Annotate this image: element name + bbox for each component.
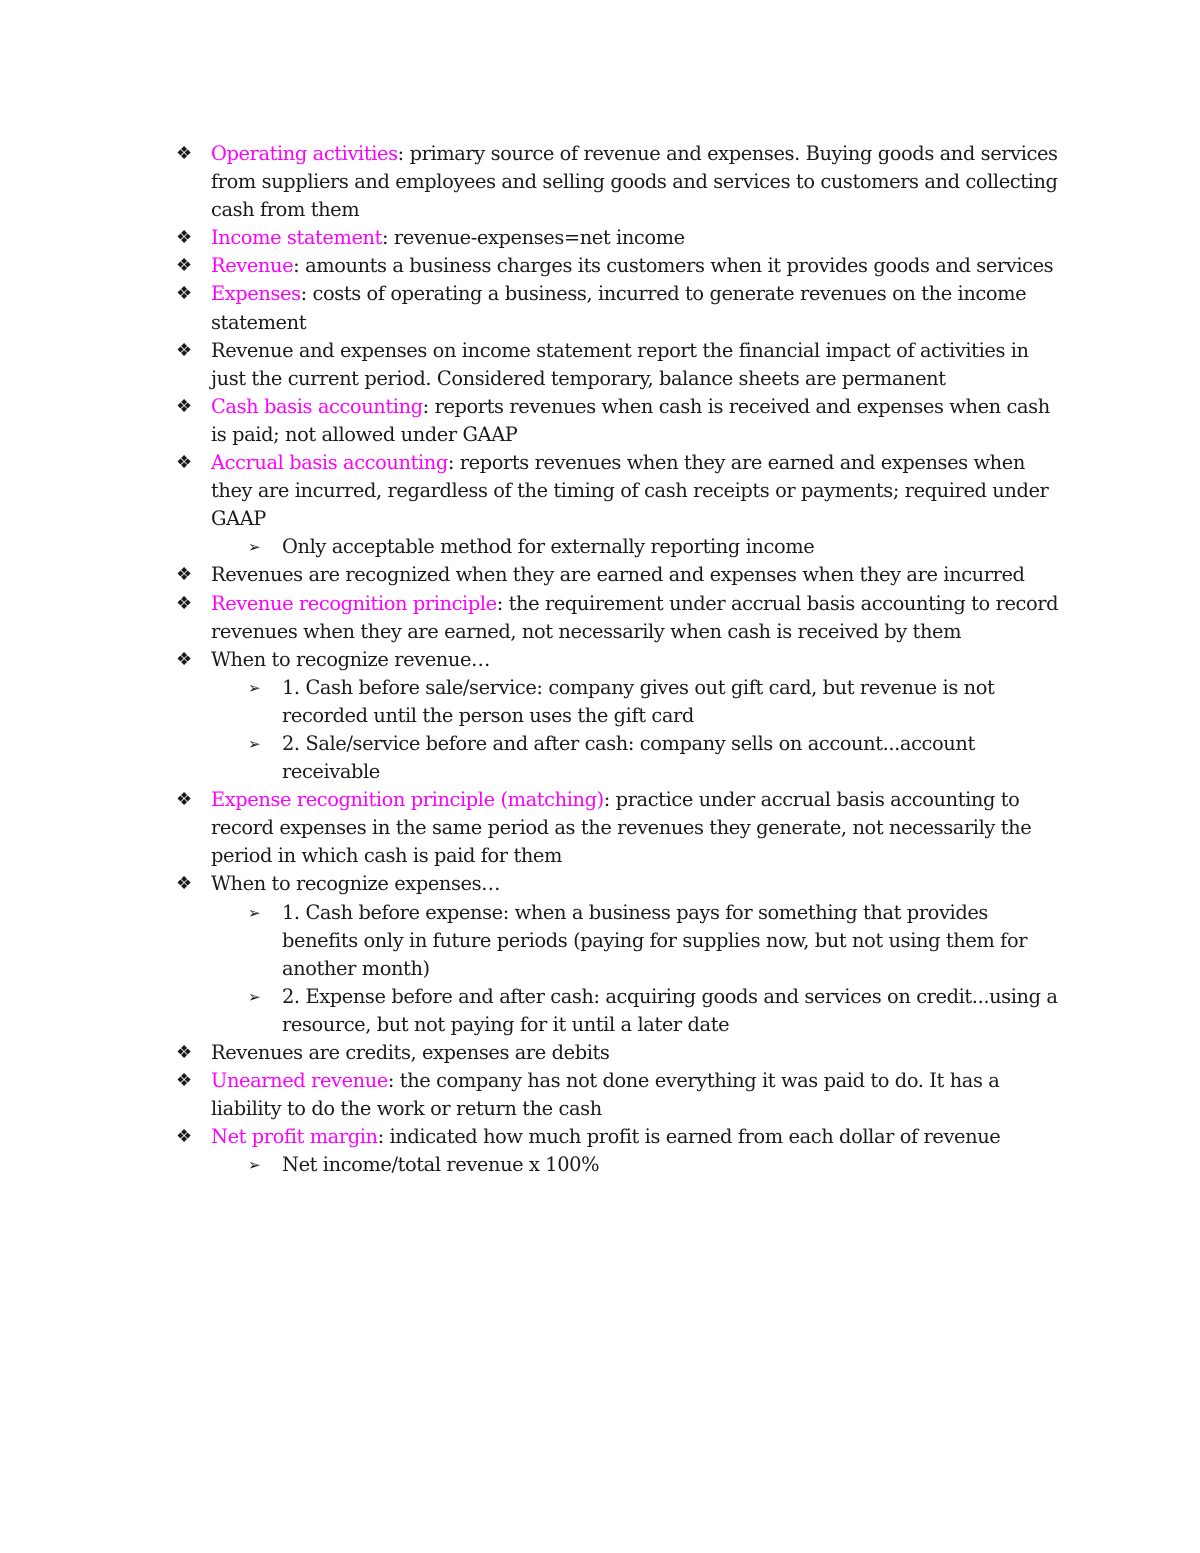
diamond-bullet-icon: ❖: [176, 227, 192, 249]
item-text: Revenue and expenses on income statement report the financial impact of activities in just the current period. Considered temporary, balance sheets are permanent: [211, 338, 1029, 390]
sub-list-item: [0, 983, 1062, 1039]
list-item: [0, 337, 1061, 393]
diamond-bullet-icon: ❖: [176, 143, 192, 164]
diamond-bullet-icon: ❖: [176, 395, 192, 417]
diamond-bullet-icon: ❖: [176, 564, 192, 586]
item-text: : reports revenues when cash is received and expenses when cash is paid; not allowed under GAAP: [211, 394, 1050, 446]
list-item: [0, 561, 1061, 589]
term-label: Revenue: [211, 254, 294, 278]
diamond-bullet-icon: ❖: [176, 452, 192, 474]
sub-list-item: [0, 899, 1062, 983]
diamond-bullet-icon: ❖: [176, 1126, 192, 1148]
item-text: : the requirement under accrual basis accounting to record revenues when they are earned, not necessarily when cash is received by them: [211, 591, 1059, 643]
arrow-bullet-icon: ➢: [248, 903, 261, 922]
diamond-bullet-icon: ❖: [176, 873, 192, 895]
diamond-bullet-icon: ❖: [176, 283, 192, 305]
term-label: Operating activities: [211, 142, 398, 165]
diamond-bullet-icon: ❖: [176, 339, 192, 361]
list-item: [0, 786, 1061, 870]
item-text: 2. Sale/service before and after cash: company sells on account...account receivable: [282, 731, 975, 784]
term-label: Expense recognition principle (matching): [211, 788, 604, 812]
item-text: Only acceptable method for externally reporting income: [282, 535, 815, 559]
item-text: : practice under accrual basis accounting to record expenses in the same period as the revenues they generate, not necessarily the period in which cash is paid for them: [211, 788, 1032, 868]
list-item: [0, 280, 1061, 336]
item-text: : primary source of revenue and expenses. Buying goods and services from suppliers and employees and selling goods and services to customers and collecting cash from them: [211, 142, 1058, 222]
list-item: [0, 1039, 1061, 1067]
item-text: When to recognize revenue…: [211, 647, 491, 671]
term-label: Unearned revenue: [211, 1069, 388, 1093]
item-text: Net income/total revenue x 100%: [282, 1153, 600, 1177]
item-text: : amounts a business charges its customers when it provides goods and services: [293, 254, 1054, 278]
diamond-bullet-icon: ❖: [176, 648, 192, 670]
term-label: Income statement: [211, 226, 383, 250]
list-item: [0, 1123, 1061, 1151]
term-label: Cash basis accounting: [211, 394, 423, 418]
sub-list-item: [0, 730, 1062, 786]
list-item: [0, 870, 1061, 898]
list-item: [0, 252, 1061, 280]
list-item: [0, 140, 1061, 224]
arrow-bullet-icon: ➢: [248, 678, 261, 697]
item-text: 2. Expense before and after cash: acquiring goods and services on credit...using a resource, but not paying for it until a later date: [282, 984, 1058, 1036]
item-text: When to recognize expenses…: [211, 872, 501, 896]
sub-list-item: [0, 1151, 1062, 1179]
list-item: [0, 449, 1061, 533]
item-text: Revenues are credits, expenses are debits: [211, 1041, 610, 1064]
arrow-bullet-icon: ➢: [248, 538, 261, 557]
item-text: : indicated how much profit is earned from each dollar of revenue: [377, 1125, 1001, 1149]
item-text: 1. Cash before sale/service: company gives out gift card, but revenue is not recorded until the person uses the gift card: [282, 675, 995, 727]
diamond-bullet-icon: ❖: [176, 592, 192, 614]
list-item: [0, 393, 1061, 449]
term-label: Expenses: [211, 282, 301, 306]
item-text: : the company has not done everything it was paid to do. It has a liability to do the work or return the cash: [211, 1069, 1000, 1121]
item-text: : costs of operating a business, incurred to generate revenues on the income statement: [211, 282, 1027, 334]
arrow-bullet-icon: ➢: [248, 1156, 261, 1175]
arrow-bullet-icon: ➢: [248, 734, 261, 753]
term-label: Net profit margin: [211, 1125, 378, 1149]
diamond-bullet-icon: ❖: [176, 255, 192, 277]
term-label: Accrual basis accounting: [211, 451, 448, 475]
sub-list-item: [0, 533, 1062, 561]
list-item: [0, 1067, 1061, 1123]
notes-list: [0, 140, 1200, 1179]
arrow-bullet-icon: ➢: [248, 987, 261, 1006]
item-text: : reports revenues when they are earned and expenses when they are incurred, regardless of the timing of cash receipts or payments; required under GAAP: [211, 451, 1049, 531]
list-item: [0, 646, 1061, 674]
list-item: [0, 224, 1061, 252]
term-label: Revenue recognition principle: [211, 591, 497, 615]
list-item: [0, 590, 1061, 646]
diamond-bullet-icon: ❖: [176, 1042, 192, 1063]
diamond-bullet-icon: ❖: [176, 789, 192, 811]
diamond-bullet-icon: ❖: [176, 1070, 192, 1092]
sub-list-item: [0, 674, 1062, 730]
item-text: : revenue-expenses=net income: [382, 226, 685, 250]
item-text: Revenues are recognized when they are earned and expenses when they are incurred: [211, 563, 1025, 587]
item-text: 1. Cash before expense: when a business pays for something that provides benefits only in future periods (paying for supplies now, but not using them for another month): [282, 900, 1028, 980]
